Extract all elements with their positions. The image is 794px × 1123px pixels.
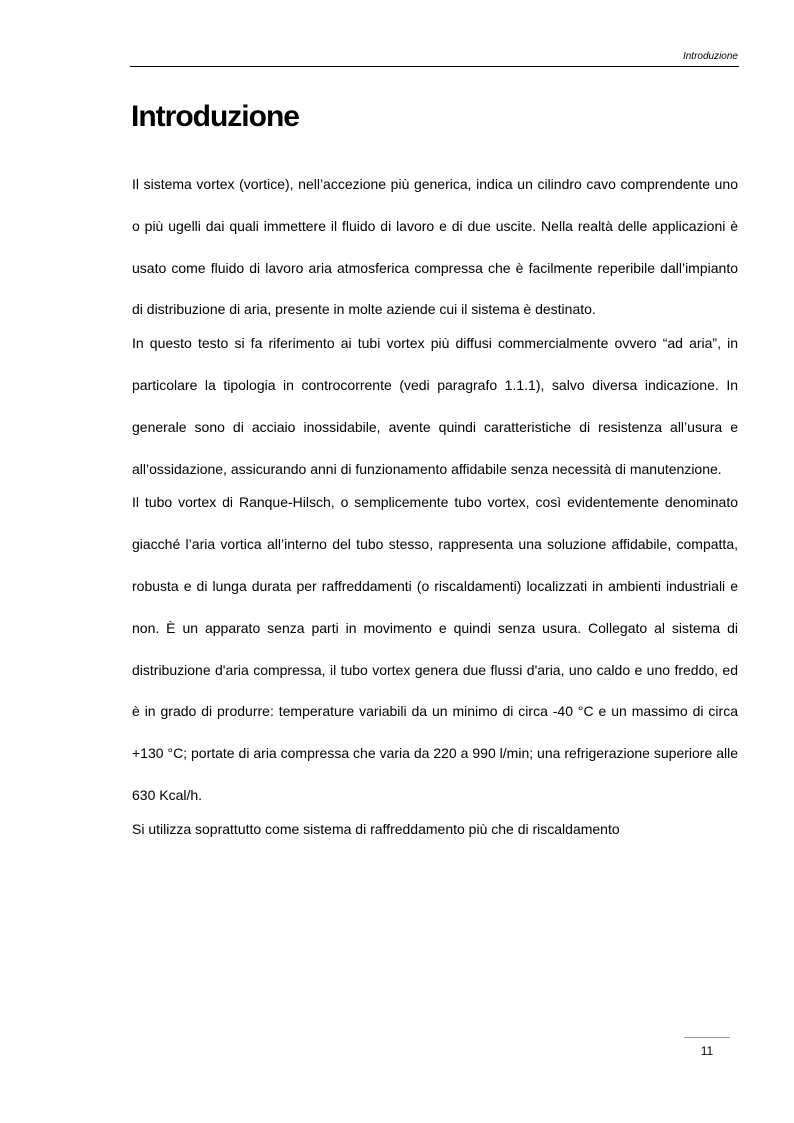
paragraph-cooling-use: Si utilizza soprattutto come sistema di raffreddamento più che di riscaldamento	[132, 820, 620, 837]
chapter-title: Introduzione	[131, 100, 299, 133]
paragraph-air-vortex-tubes: In questo testo si fa riferimento ai tubi vortex più diffusi commercialmente ovvero “ad aria”, in particolare la tipologia in controcorrente (vedi paragrafo 1.1.1), salvo diversa indicazione. In generale sono di acciaio inossidabile, avente quindi caratteristiche di resistenza all’usura e all’ossidazione, assicurando anni di funzionamento affidabile senza necessità di manutenzione.	[132, 335, 738, 477]
paragraph-ranque-hilsch: Il tubo vortex di Ranque-Hilsch, o semplicemente tubo vortex, così evidentemente denominato giacché l’aria vortica all’interno del tubo stesso, rappresenta una soluzione affidabile, compatta, robusta e di lunga durata per raffreddamenti (o riscaldamenti) localizzati in ambienti industriali e non. È un apparato senza parti in movimento e quindi senza usura. Collegato al sistema di distribuzione d'aria compressa, il tubo vortex genera due flussi d'aria, uno caldo e uno freddo, ed è in grado di produrre: temperature variabili da un minimo di circa -40 °C e un massimo di circa +130 °C; portate di aria compressa che varia da 220 a 990 l/min; una refrigerazione superiore alle 630 Kcal/h.	[132, 494, 738, 803]
paragraph-vortex-definition: Il sistema vortex (vortice), nell’accezione più generica, indica un cilindro cavo comprendente uno o più ugelli dai quali immettere il fluido di lavoro e di due uscite. Nella realtà delle applicazioni è usato come fluido di lavoro aria atmosferica compressa che è facilmente reperibile dall’impianto di distribuzione di aria, presente in molte aziende cui il sistema è destinato.	[132, 176, 738, 318]
page-number: 11	[700, 1044, 714, 1058]
body-text	[132, 164, 738, 851]
footer-rule	[684, 1037, 730, 1038]
header-rule	[130, 66, 739, 67]
running-header: Introduzione	[682, 51, 738, 62]
